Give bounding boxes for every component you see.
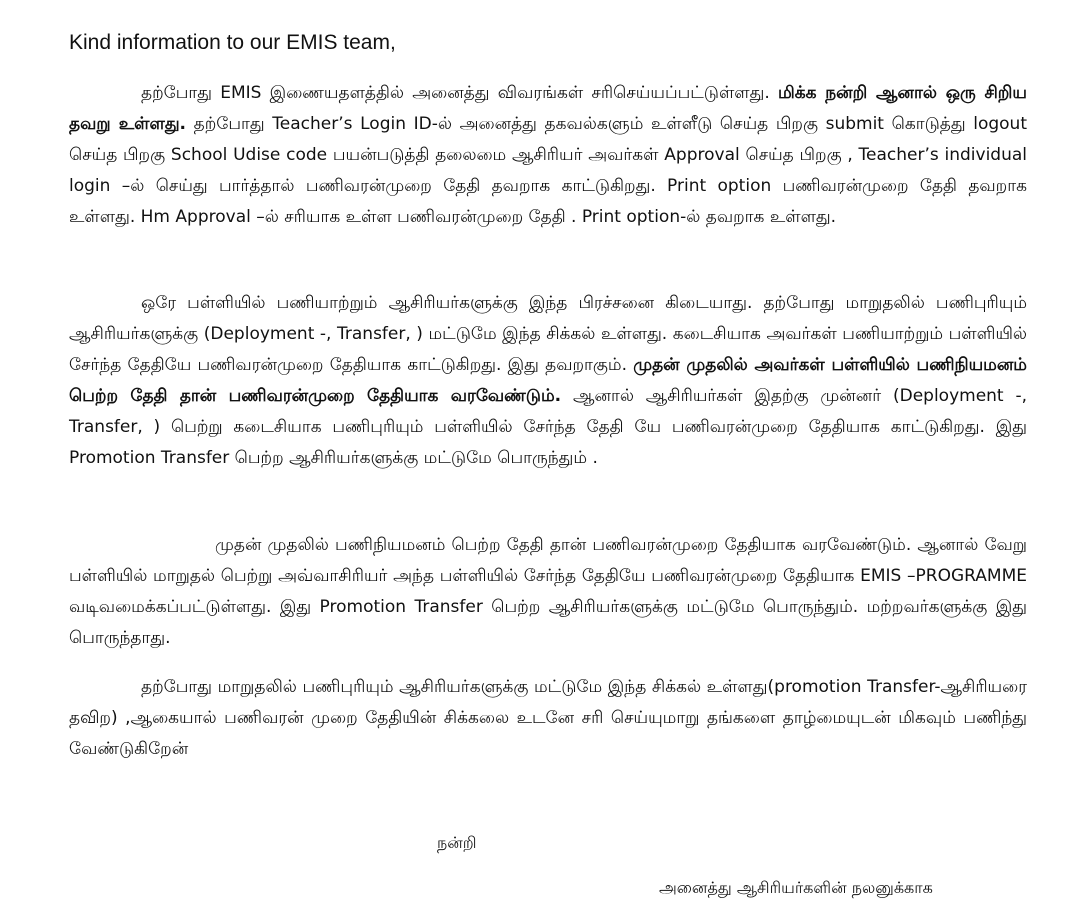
paragraph-2-text-b: ஆனால் ஆசிரியர்கள் இதற்கு முன்னர் (Deployment -, Transfer, ) பெற்று கடைசியாக பணிபுரியும் பள்ளியில் சேர்ந்த தேதி யே பணிவரன்முறை தேதியாக காட்டுகிறது. இது Promotion Transfer பெற்ற ஆசிரியர்களுக்கு மட்டுமே பொருந்தும் . — [69, 386, 1027, 468]
paragraph-3 — [69, 530, 1027, 654]
paragraph-1-bold: மிக்க நன்றி ஆனால் ஒரு சிறிய தவறு உள்ளது. — [69, 83, 1027, 134]
paragraph-4-text: தற்போது மாறுதலில் பணிபுரியும் ஆசிரியர்களுக்கு மட்டுமே இந்த சிக்கல் உள்ளது(promotion Transfer-ஆசிரியரை தவிற) ,ஆகையால் பணிவரன் முறை தேதியின் சிக்கலை உடனே சரி செய்யுமாறு தங்களை தாழ்மையுடன் மிகவும் பணிந்து வேண்டுகிறேன் — [69, 677, 1027, 759]
paragraph-3-text: முதன் முதலில் பணிநியமனம் பெற்ற தேதி தான் பணிவரன்முறை தேதியாக வரவேண்டும். ஆனால் வேறு பள்ளியில் மாறுதல் பெற்று அவ்வாசிரியர் அந்த பள்ளியில் சேர்ந்த தேதியே பணிவரன்முறை தேதியாக EMIS –PROGRAMME வடிவமைக்கப்பட்டுள்ளது. இது Promotion Transfer பெற்ற ஆசிரியர்களுக்கு மட்டுமே பொருந்தும். மற்றவர்களுக்கு இது பொருந்தாது. — [69, 535, 1027, 648]
paragraph-4 — [69, 672, 1027, 765]
paragraph-1-text-a: தற்போது EMIS இணையதளத்தில் அனைத்து விவரங்கள் சரிசெய்யப்பட்டுள்ளது. — [141, 83, 779, 103]
signature-line: அனைத்து ஆசிரியர்களின் நலனுக்காக — [659, 878, 933, 897]
greeting-line: Kind information to our EMIS team, — [69, 31, 396, 54]
paragraph-2-text-a: ஒரே பள்ளியில் பணியாற்றும் ஆசிரியர்களுக்கு இந்த பிரச்சனை கிடையாது. தற்போது மாறுதலில் பணிபுரியும் ஆசிரியர்களுக்கு (Deployment -, Transfer, ) மட்டுமே இந்த சிக்கல் உள்ளது. கடைசியாக அவர்கள் பணியாற்றும் பள்ளியில் சேர்ந்த தேதியே பணிவரன்முறை தேதியாக காட்டுகிறது. இது தவறாகும். — [69, 293, 1027, 375]
paragraph-1 — [69, 78, 1027, 233]
paragraph-2-bold: முதன் முதலில் அவர்கள் பள்ளியில் பணிநியமனம் பெற்ற தேதி தான் பணிவரன்முறை தேதியாக வரவேண்டும். — [69, 355, 1027, 406]
paragraph-2 — [69, 288, 1027, 474]
closing-thanks: நன்றி — [437, 833, 477, 852]
paragraph-1-text-b: தற்போது Teacher’s Login ID-ல் அனைத்து தகவல்களும் உள்ளீடு செய்த பிறகு submit கொடுத்து logout செய்த பிறகு School Udise code பயன்படுத்தி தலைமை ஆசிரியர் அவர்கள் Approval செய்த பிறகு , Teacher’s individual login –ல் செய்து பார்த்தால் பணிவரன்முறை தேதி தவறாக காட்டுகிறது. Print option பணிவரன்முறை தேதி தவறாக உள்ளது. Hm Approval –ல் சரியாக உள்ள பணிவரன்முறை தேதி . Print option-ல் தவறாக உள்ளது. — [69, 114, 1027, 227]
